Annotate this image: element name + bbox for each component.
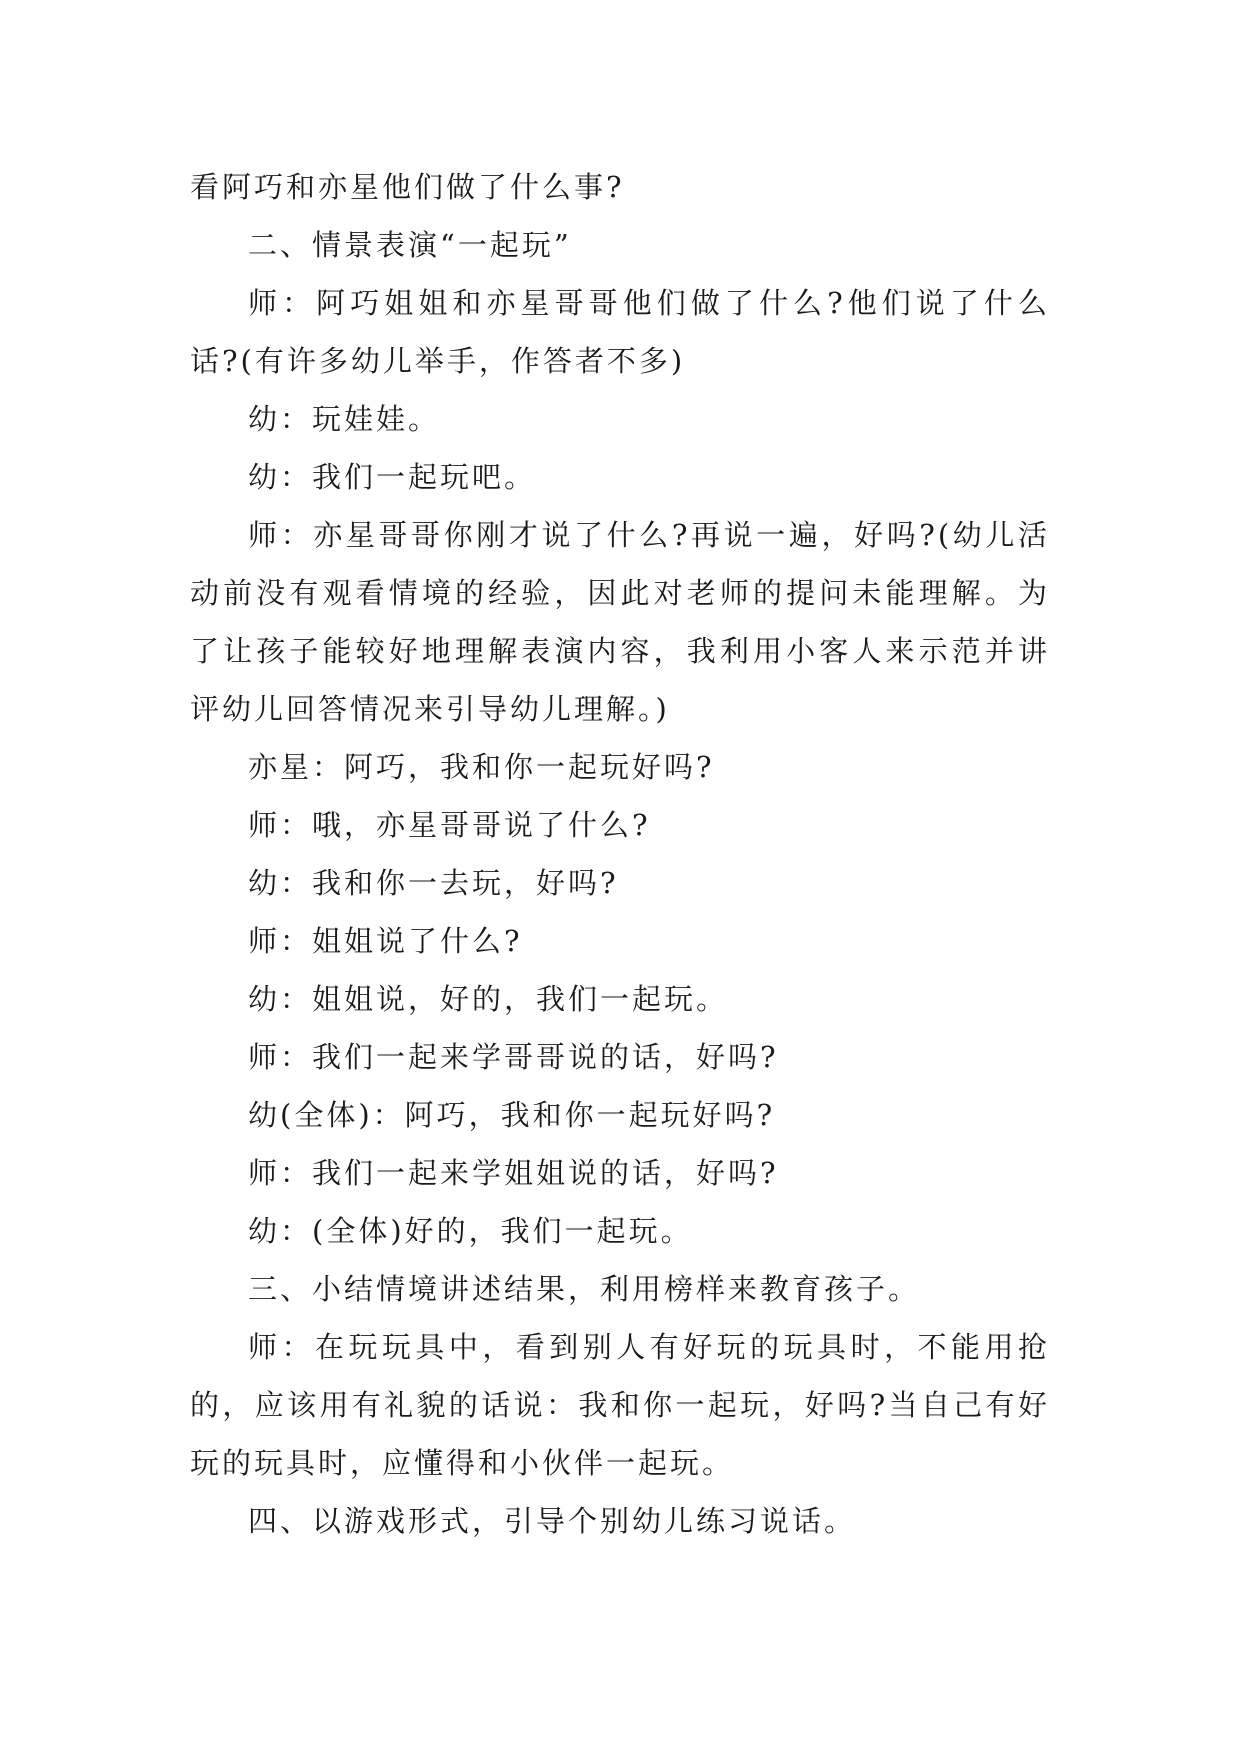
paragraph: 幼：姐姐说，好的，我们一起玩。 [248,982,729,1016]
paragraph: 幼：玩娃娃。 [248,402,441,436]
document-body [190,158,1050,1550]
paragraph: 幼：我们一起玩吧。 [248,460,537,494]
paragraph: 幼(全体)：阿巧，我和你一起玩好吗? [248,1098,776,1132]
paragraph: 师：我们一起来学哥哥说的话，好吗? [248,1040,779,1074]
section-heading: 四、以游戏形式，引导个别幼儿练习说话。 [248,1504,857,1538]
paragraph: 师：在玩玩具中，看到别人有好玩的玩具时，不能用抢的，应该用有礼貌的话说：我和你一起玩，好吗?当自己有好玩的玩具时，应懂得和小伙伴一起玩。 [190,1330,1050,1480]
paragraph: 看阿巧和亦星他们做了什么事? [190,170,625,204]
section-heading: 三、小结情境讲述结果，利用榜样来教育孩子。 [248,1272,921,1306]
paragraph: 师：我们一起来学姐姐说的话，好吗? [248,1156,779,1190]
paragraph: 师：亦星哥哥你刚才说了什么?再说一遍，好吗?(幼儿活动前没有观看情境的经验，因此对老师的提问未能理解。为了让孩子能较好地理解表演内容，我利用小客人来示范并讲评幼儿回答情况来引导幼儿理解。) [190,518,1050,726]
paragraph: 幼：我和你一去玩，好吗? [248,866,619,900]
section-heading: 二、情景表演“一起玩” [248,228,572,262]
paragraph: 师：姐姐说了什么? [248,924,523,958]
paragraph: 亦星：阿巧，我和你一起玩好吗? [248,750,715,784]
paragraph: 师：阿巧姐姐和亦星哥哥他们做了什么?他们说了什么话?(有许多幼儿举手，作答者不多) [190,286,1050,378]
paragraph: 师：哦，亦星哥哥说了什么? [248,808,651,842]
paragraph: 幼：(全体)好的，我们一起玩。 [248,1214,693,1248]
